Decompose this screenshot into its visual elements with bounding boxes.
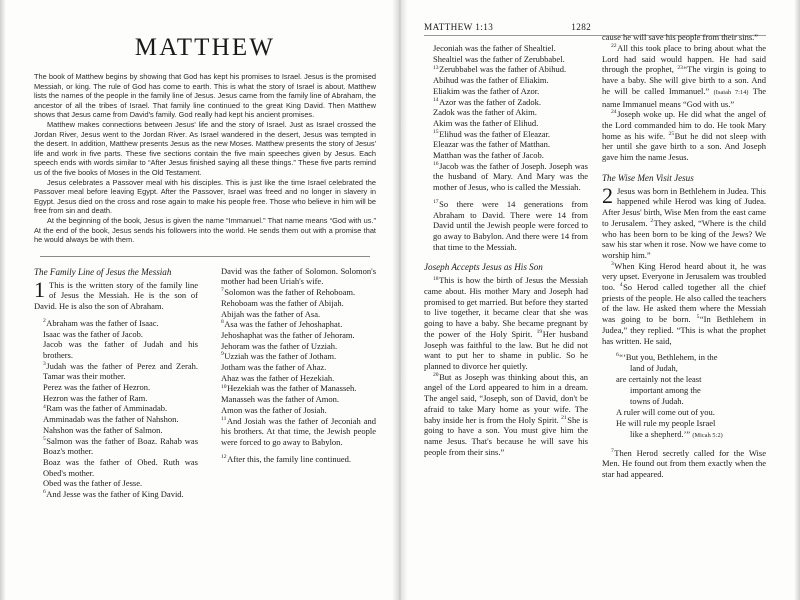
intro-paragraph: Jesus celebrates a Passover meal with his disciples. This is just like the time Israel celebrated the Passover meal before leaving Egypt. After the Passover, Israel was freed and no longer in slavery in Egypt. Jesus died on the cross and rose again to make his people free. Those who believe in him will be free from sin and death. xyxy=(34,177,376,216)
poem-line: He will rule my people Israel xyxy=(616,417,716,428)
verse-paragraph xyxy=(424,161,588,193)
verse-text: Eleazar was the father of Matthan. xyxy=(433,139,551,150)
verse-text: So Herod called together all the chief priests of the people. He also called the teachers of the law. He asked them where the Messiah was going to be born. xyxy=(602,282,766,325)
micah-prophecy-poem xyxy=(602,352,766,441)
verse-text: Jacob was the father of Judah and his brothers. xyxy=(43,339,198,360)
verse-text: Shealtiel was the father of Zerubbabel. xyxy=(433,53,565,64)
verse-paragraph xyxy=(34,276,198,312)
verse-paragraph xyxy=(212,416,376,448)
verse-paragraph xyxy=(424,107,588,118)
verse-text: Amon was the father of Josiah. xyxy=(221,404,327,415)
right-page-edge-shadow xyxy=(794,0,800,600)
verse-text: Eliakim was the father of Azor. xyxy=(433,85,540,96)
verse-text: “In Bethlehem in Judea,” they replied. “This is what the prophet has written. He said, xyxy=(602,314,767,346)
verse-paragraph xyxy=(212,287,376,298)
verse-text: Hezron was the father of Ram. xyxy=(43,392,148,403)
verse-text: Jesus was born in Bethlehem in Judea. This happened while Herod was king of Judea. After Jesus' birth, Wise Men from the east came to Jerusalem. xyxy=(602,185,766,228)
verse-paragraph xyxy=(212,383,376,394)
verse-number: 11 xyxy=(221,415,227,422)
verse-text: Judah was the father of Perez and Zerah. Tamar was their mother. xyxy=(43,360,198,382)
verse-number: 12 xyxy=(221,453,227,460)
verse-number: 9 xyxy=(221,351,224,358)
verse-number: 5 xyxy=(43,435,46,442)
verse-paragraph xyxy=(34,489,198,500)
verse-number: 6 xyxy=(616,352,619,359)
verse-text: Hezekiah was the father of Manasseh. xyxy=(227,383,357,394)
verse-paragraph xyxy=(424,129,588,140)
verse-text: And Josiah was the father of Jeconiah and his brothers. At that time, the Jewish people were forced to go away to Babylon. xyxy=(221,415,376,447)
verse-text: This is the written story of the family line of Jesus the Messiah. He is the son of David. He is also the son of Abraham. xyxy=(34,279,198,312)
verse-text: Akim was the father of Elihud. xyxy=(433,117,539,128)
genealogy-text-block xyxy=(212,266,376,465)
chapter-two-block xyxy=(602,182,767,347)
left-page-columns xyxy=(34,266,376,500)
verse-text: After this, the family line continued. xyxy=(227,453,352,464)
right-column-one xyxy=(424,43,588,480)
verse-paragraph xyxy=(212,309,376,320)
chapter-number: 1 xyxy=(34,276,45,302)
joseph-narrative-block xyxy=(424,275,588,457)
verse-paragraph xyxy=(212,394,376,405)
verse-paragraph xyxy=(212,351,376,362)
verse-text: Amminadab was the father of Nahshon. xyxy=(43,414,179,425)
verse-number: 17 xyxy=(433,199,439,206)
poem-line: like a shepherd.’” (Micah 5:2) xyxy=(630,428,723,439)
verse-number: 18 xyxy=(433,275,439,282)
verse-paragraph xyxy=(34,425,198,436)
verse-paragraph xyxy=(212,362,376,373)
verse-number: 13 xyxy=(433,64,439,71)
poem-line: important among the xyxy=(630,385,701,396)
verse-paragraph xyxy=(602,448,766,480)
verse-number: 21 xyxy=(561,414,567,421)
intro-paragraph: Matthew makes connections between Jesus' life and the story of Israel. Just as Israel crossed the Jordan River, Jesus went to the Jordan River. As Israel wandered in the desert, Jesus was tempted in the desert. In addition, Matthew presents Jesus as the new Moses. Matthew presents the story of Jesus' life and work in five parts. These five sections contain the five main speeches given by Jesus. Each speech ends with words similar to “After Jesus finished saying all these things.” These five parts remind us of the five books of Moses in the Old Testament. xyxy=(34,119,376,177)
verse-text: Asa was the father of Jehoshaphat. xyxy=(224,319,343,330)
verse-paragraph xyxy=(34,393,198,404)
cross-reference-isaiah: (Isaiah 7:14) xyxy=(713,88,749,96)
page-number: 1282 xyxy=(571,22,592,32)
verse-text: All this took place to bring about what the Lord had said would happen. He had said through the prophet, xyxy=(602,43,766,75)
verse-paragraph xyxy=(424,86,588,97)
verse-text: Rehoboam was the father of Abijah. xyxy=(221,297,344,308)
verse-number: 4 xyxy=(43,403,46,410)
book-introduction xyxy=(34,72,376,245)
verse-text: David was the father of Solomon. Solomon's mother had been Uriah's wife. xyxy=(221,265,376,287)
verse-paragraph xyxy=(34,361,198,382)
verse-paragraph xyxy=(602,32,766,43)
section-divider xyxy=(40,256,370,257)
running-head-reference: MATTHEW 1:13 xyxy=(424,22,494,32)
verse-paragraph xyxy=(602,109,766,163)
verse-paragraph xyxy=(424,150,588,161)
verse-text: Jeconiah was the father of Shealtiel. xyxy=(433,43,556,53)
verse-paragraph xyxy=(424,372,588,458)
verse-paragraph xyxy=(424,118,588,129)
verse-text: Abihud was the father of Eliakim. xyxy=(433,75,549,86)
verse-text: Her husband Joseph was faithful to the law. But he did not want to put her to shame in public. So he planned to divorce her quietly. xyxy=(424,328,589,371)
verse-text: Isaac was the father of Jacob. xyxy=(43,328,144,339)
verse-text: So there were 14 generations from Abraham to David. There were 14 from David until the Jewish people were forced to go away to Babylon. And there were 14 from that time to the Messiah. xyxy=(433,198,588,252)
verse-paragraph xyxy=(34,382,198,393)
page-title: MATTHEW xyxy=(134,34,276,61)
verse-paragraph xyxy=(34,329,198,340)
verse-number: 6 xyxy=(43,489,46,496)
verse-text: Zadok was the father of Akim. xyxy=(433,107,537,118)
verse-number: 3 xyxy=(611,260,614,267)
verse-number: 25 xyxy=(668,130,675,137)
verse-paragraph xyxy=(212,330,376,341)
verse-number: 5 xyxy=(696,314,700,321)
left-column-one xyxy=(34,266,198,500)
verse-paragraph xyxy=(424,139,588,150)
verse-text: But as Joseph was thinking about this, an angel of the Lord appeared to him in a dream. The angel said, “Joseph, son of David, don't be afraid to take Mary home as your wife. The baby inside her is from the Holy Spirit. xyxy=(424,371,588,425)
genealogy-text-block xyxy=(34,276,198,500)
verse-text: But he did not sleep with her until she gave birth to a son. And Joseph gave him the name Jesus. xyxy=(602,130,766,163)
verse-number: 22 xyxy=(611,43,617,50)
verse-paragraph xyxy=(212,298,376,309)
herod-block xyxy=(602,448,766,480)
genealogy-text-block xyxy=(424,43,588,252)
verse-text: When King Herod heard about it, he was very upset. Everyone in Jerusalem was troubled too. xyxy=(602,260,766,293)
verse-text: Manasseh was the father of Amon. xyxy=(221,394,340,405)
verse-paragraph xyxy=(34,318,198,329)
verse-text: Ram was the father of Amminadab. xyxy=(46,403,168,414)
verse-paragraph xyxy=(424,54,588,65)
verse-text: Jehoshaphat was the father of Jehoram. xyxy=(221,329,355,340)
verse-paragraph xyxy=(212,341,376,352)
verse-number: 23 xyxy=(677,64,683,71)
verse-number: 2 xyxy=(650,218,654,225)
verse-text: Joseph woke up. He did what the angel of the Lord commanded him to do. He took Mary home as his wife. xyxy=(602,109,766,141)
verse-text: Uzziah was the father of Jotham. xyxy=(224,351,337,362)
verse-text: Elihud was the father of Eleazar. xyxy=(439,128,551,139)
verse-number: 3 xyxy=(43,360,46,367)
verse-paragraph xyxy=(602,261,766,347)
verse-text: Zerubbabel was the father of Abihud. xyxy=(439,64,567,75)
verse-text: Obed was the father of Jesse. xyxy=(43,478,143,489)
verse-paragraph xyxy=(212,373,376,384)
verse-paragraph xyxy=(212,266,376,287)
poem-line: land of Judah, xyxy=(630,363,678,374)
verse-text: And Jesse was the father of King David. xyxy=(46,489,184,500)
verse-number: 20 xyxy=(433,371,439,378)
verse-number: 7 xyxy=(611,447,614,454)
right-page xyxy=(400,0,800,600)
verse-paragraph xyxy=(424,199,588,253)
verse-number: 19 xyxy=(536,329,543,336)
right-page-columns xyxy=(424,32,767,480)
intro-paragraph: The book of Matthew begins by showing that God has kept his promises to Israel. Jesus is the promised Messiah, or king. The rule of God has come to earth. This is what the story of Israel is about. Matthew lists the names of the people in the family line of Jesus. Jesus came from the family line of Abraham, the ancestor of all the tribes of Israel. That family line continued to the great King David. Then Matthew shows that Jesus came from David's family. God really had kept his ancient promises. xyxy=(34,72,376,120)
verse-number: 16 xyxy=(433,160,439,167)
verse-text: The name Immanuel means “God with us.” xyxy=(602,85,766,109)
verse-text: Ahaz was the father of Hezekiah. xyxy=(221,372,335,383)
verse-text: “The virgin is going to have a baby. She will give birth to a son. And he will be called Immanuel.” xyxy=(602,64,767,96)
verse-text: Salmon was the father of Boaz. Rahab was Boaz's mother. xyxy=(43,435,198,457)
verse-paragraph xyxy=(212,454,376,465)
verse-text-continuation: cause he will save his people from their sins.” xyxy=(602,32,759,43)
verse-text: Solomon was the father of Rehoboam. xyxy=(224,287,356,298)
verse-paragraph xyxy=(34,414,198,425)
left-column-two xyxy=(212,266,376,500)
verse-number: 2 xyxy=(43,317,46,324)
verse-paragraph xyxy=(602,43,766,109)
poem-line: A ruler will come out of you. xyxy=(616,406,715,417)
verse-paragraph xyxy=(212,319,376,330)
verse-paragraph xyxy=(34,478,198,489)
verse-number: 8 xyxy=(221,319,224,326)
verse-paragraph xyxy=(424,97,588,108)
chapter-number: 2 xyxy=(602,182,613,208)
verse-number: 10 xyxy=(221,383,227,390)
verse-text: Then Herod secretly called for the Wise Men. He found out from them exactly when the star had appeared. xyxy=(602,447,766,479)
intro-paragraph: At the beginning of the book, Jesus is given the name “Immanuel.” That name means “God with us.” At the end of the book, Jesus sends his followers into the world. He sends them out with a promise that he would always be with them. xyxy=(34,215,376,245)
verse-paragraph xyxy=(424,75,588,86)
verse-number: 7 xyxy=(221,287,224,294)
verse-number: 14 xyxy=(433,96,439,103)
poem-line: are certainly not the least xyxy=(616,374,702,385)
immanuel-block xyxy=(602,32,766,162)
verse-text: Matthan was the father of Jacob. xyxy=(433,150,544,161)
verse-text: She is going to have a son. You must give him the name Jesus. That's because he will save his people from their sins.” xyxy=(424,414,588,457)
verse-text: Jacob was the father of Joseph. Joseph was the husband of Mary. And Mary was the mother of Jesus, who is called the Messiah. xyxy=(433,160,588,193)
verse-number: 15 xyxy=(433,128,439,135)
verse-text: Boaz was the father of Obed. Ruth was Obed's mother. xyxy=(43,456,198,478)
verse-text: Azor was the father of Zadok. xyxy=(439,96,542,107)
verse-text: Abijah was the father of Asa. xyxy=(221,308,321,319)
verse-paragraph xyxy=(34,339,198,360)
verse-text: Nahshon was the father of Salmon. xyxy=(43,424,163,435)
verse-paragraph xyxy=(34,403,198,414)
verse-text: This is how the birth of Jesus the Messiah came about. His mother Mary and Joseph had promised to get married. But before they started to live together, it became clear that she was going to have a baby. She became pregnant by the power of the Holy Spirit. xyxy=(424,275,588,339)
left-page-edge-shadow xyxy=(0,0,6,600)
poem-line: $^6$“‘But you, Bethlehem, in the xyxy=(616,352,718,363)
section-heading-family-line: The Family Line of Jesus the Messiah xyxy=(34,266,172,277)
verse-paragraph xyxy=(602,182,767,261)
verse-text: Jotham was the father of Ahaz. xyxy=(221,362,327,373)
verse-number: 4 xyxy=(619,282,623,289)
verse-text: Abraham was the father of Isaac. xyxy=(46,317,159,328)
cross-reference-micah: (Micah 5:2) xyxy=(692,431,723,439)
verse-paragraph xyxy=(424,64,588,75)
poem-line: towns of Judah. xyxy=(630,395,684,406)
section-heading-joseph-accepts: Joseph Accepts Jesus as His Son xyxy=(424,262,543,273)
verse-text: Perez was the father of Hezron. xyxy=(43,382,151,393)
verse-number: 24 xyxy=(611,109,617,116)
verse-text: Jehoram was the father of Uzziah. xyxy=(221,340,338,351)
verse-paragraph xyxy=(34,436,198,457)
verse-paragraph xyxy=(212,405,376,416)
right-column-two xyxy=(602,32,767,480)
verse-paragraph xyxy=(424,275,588,371)
verse-paragraph xyxy=(424,43,588,54)
verse-paragraph xyxy=(34,457,198,478)
section-heading-wise-men: The Wise Men Visit Jesus xyxy=(602,172,694,183)
verse-text: They asked, “Where is the child who has been born to be king of the Jews? We saw his star when it rose. Now we have come to worship him.” xyxy=(602,217,767,260)
